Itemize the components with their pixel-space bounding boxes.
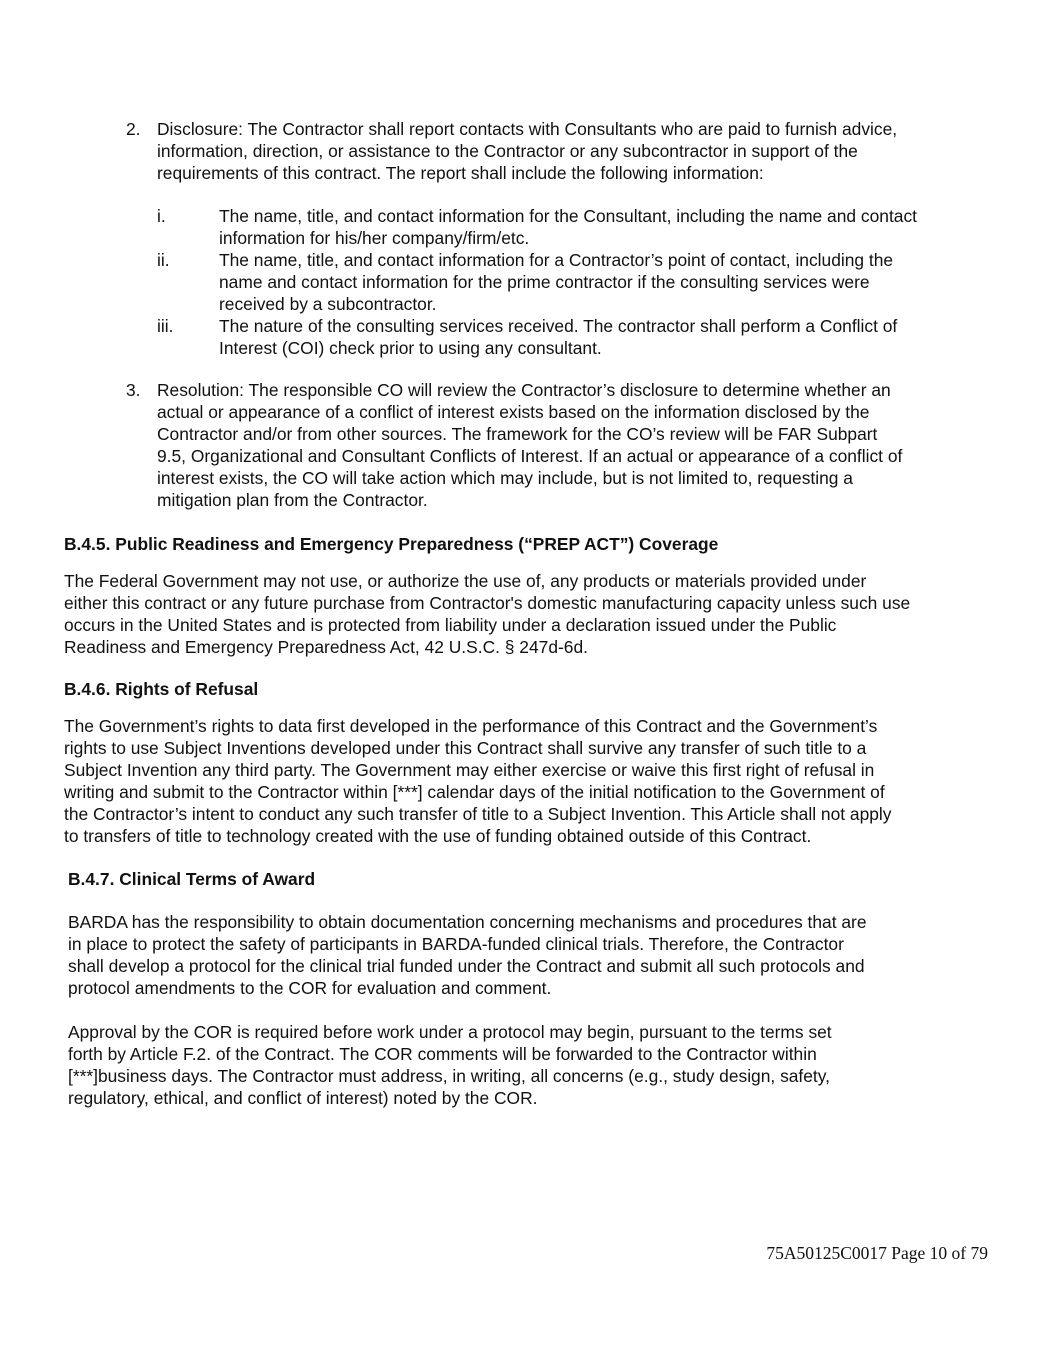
- text-line: name and contact information for the prime contractor if the consulting services were: [219, 272, 870, 292]
- page-footer: 75A50125C0017 Page 10 of 79: [766, 1243, 988, 1263]
- list-number: 2.: [126, 119, 141, 139]
- text-line: 9.5, Organizational and Consultant Conflicts of Interest. If an actual or appearance of a conflict of: [157, 446, 903, 466]
- list-number: 3.: [126, 380, 141, 400]
- text-line: Approval by the COR is required before work under a protocol may begin, pursuant to the terms set: [68, 1022, 832, 1042]
- text-line: in place to protect the safety of participants in BARDA-funded clinical trials. Therefore, the Contractor: [68, 934, 844, 954]
- sub-item: [219, 205, 917, 249]
- text-line: Interest (COI) check prior to using any consultant.: [219, 338, 602, 358]
- text-line: BARDA has the responsibility to obtain documentation concerning mechanisms and procedures that are: [68, 912, 867, 932]
- resolution-paragraph: [157, 379, 902, 511]
- text-line: protocol amendments to the COR for evaluation and comment.: [68, 978, 552, 998]
- text-line: Resolution: The responsible CO will review the Contractor’s disclosure to determine whether an: [157, 380, 891, 400]
- text-line: information for his/her company/firm/etc.: [219, 228, 530, 248]
- text-line: Readiness and Emergency Preparedness Act, 42 U.S.C. § 247d-6d.: [64, 637, 588, 657]
- text-line: [***]business days. The Contractor must address, in writing, all concerns (e.g., study design, safety,: [68, 1066, 831, 1086]
- text-line: forth by Article F.2. of the Contract. The COR comments will be forwarded to the Contractor within: [68, 1044, 817, 1064]
- text-line: regulatory, ethical, and conflict of interest) noted by the COR.: [68, 1088, 538, 1108]
- text-line: occurs in the United States and is protected from liability under a declaration issued under the Public: [64, 615, 837, 635]
- text-line: The Federal Government may not use, or authorize the use of, any products or materials provided under: [64, 571, 867, 591]
- text-line: either this contract or any future purchase from Contractor's domestic manufacturing capacity unless such use: [64, 593, 911, 613]
- text-line: The name, title, and contact information for a Contractor’s point of contact, including the: [219, 250, 894, 270]
- text-line: interest exists, the CO will take action which may include, but is not limited to, requesting a: [157, 468, 853, 488]
- list-number: i.: [157, 206, 166, 226]
- text-line: Disclosure: The Contractor shall report contacts with Consultants who are paid to furnish advice,: [157, 119, 898, 139]
- text-line: actual or appearance of a conflict of interest exists based on the information disclosed by the: [157, 402, 870, 422]
- rights-of-refusal-paragraph: [64, 715, 891, 847]
- clinical-terms-paragraph-2: [68, 1021, 832, 1109]
- prep-act-paragraph: [64, 570, 910, 658]
- text-line: information, direction, or assistance to the Contractor or any subcontractor in support of the: [157, 141, 858, 161]
- text-line: received by a subcontractor.: [219, 294, 437, 314]
- list-number: ii.: [157, 250, 170, 270]
- text-line: The name, title, and contact information for the Consultant, including the name and contact: [219, 206, 917, 226]
- section-heading: B.4.5. Public Readiness and Emergency Preparedness (“PREP ACT”) Coverage: [64, 534, 719, 554]
- sub-item: [219, 249, 893, 315]
- section-heading: B.4.7. Clinical Terms of Award: [68, 869, 316, 889]
- text-line: the Contractor’s intent to conduct any such transfer of title to a Subject Invention. This Article shall not apply: [64, 804, 892, 824]
- text-line: requirements of this contract. The report shall include the following information:: [157, 163, 764, 183]
- text-line: writing and submit to the Contractor within [***] calendar days of the initial notification to the Government of: [64, 782, 885, 802]
- clinical-terms-paragraph-1: [68, 911, 867, 999]
- text-line: mitigation plan from the Contractor.: [157, 490, 428, 510]
- sub-item: [219, 315, 897, 359]
- disclosure-paragraph: [157, 118, 897, 184]
- section-heading: B.4.6. Rights of Refusal: [64, 679, 259, 699]
- text-line: rights to use Subject Inventions developed under this Contract shall survive any transfer of such title to a: [64, 738, 867, 758]
- text-line: to transfers of title to technology created with the use of funding obtained outside of this Contract.: [64, 826, 812, 846]
- text-line: Subject Invention any third party. The Government may either exercise or waive this first right of refusal in: [64, 760, 875, 780]
- text-line: The Government’s rights to data first developed in the performance of this Contract and the Government’s: [64, 716, 878, 736]
- text-line: Contractor and/or from other sources. The framework for the CO’s review will be FAR Subpart: [157, 424, 878, 444]
- list-number: iii.: [157, 316, 174, 336]
- text-line: The nature of the consulting services received. The contractor shall perform a Conflict of: [219, 316, 898, 336]
- text-line: shall develop a protocol for the clinical trial funded under the Contract and submit all such protocols and: [68, 956, 865, 976]
